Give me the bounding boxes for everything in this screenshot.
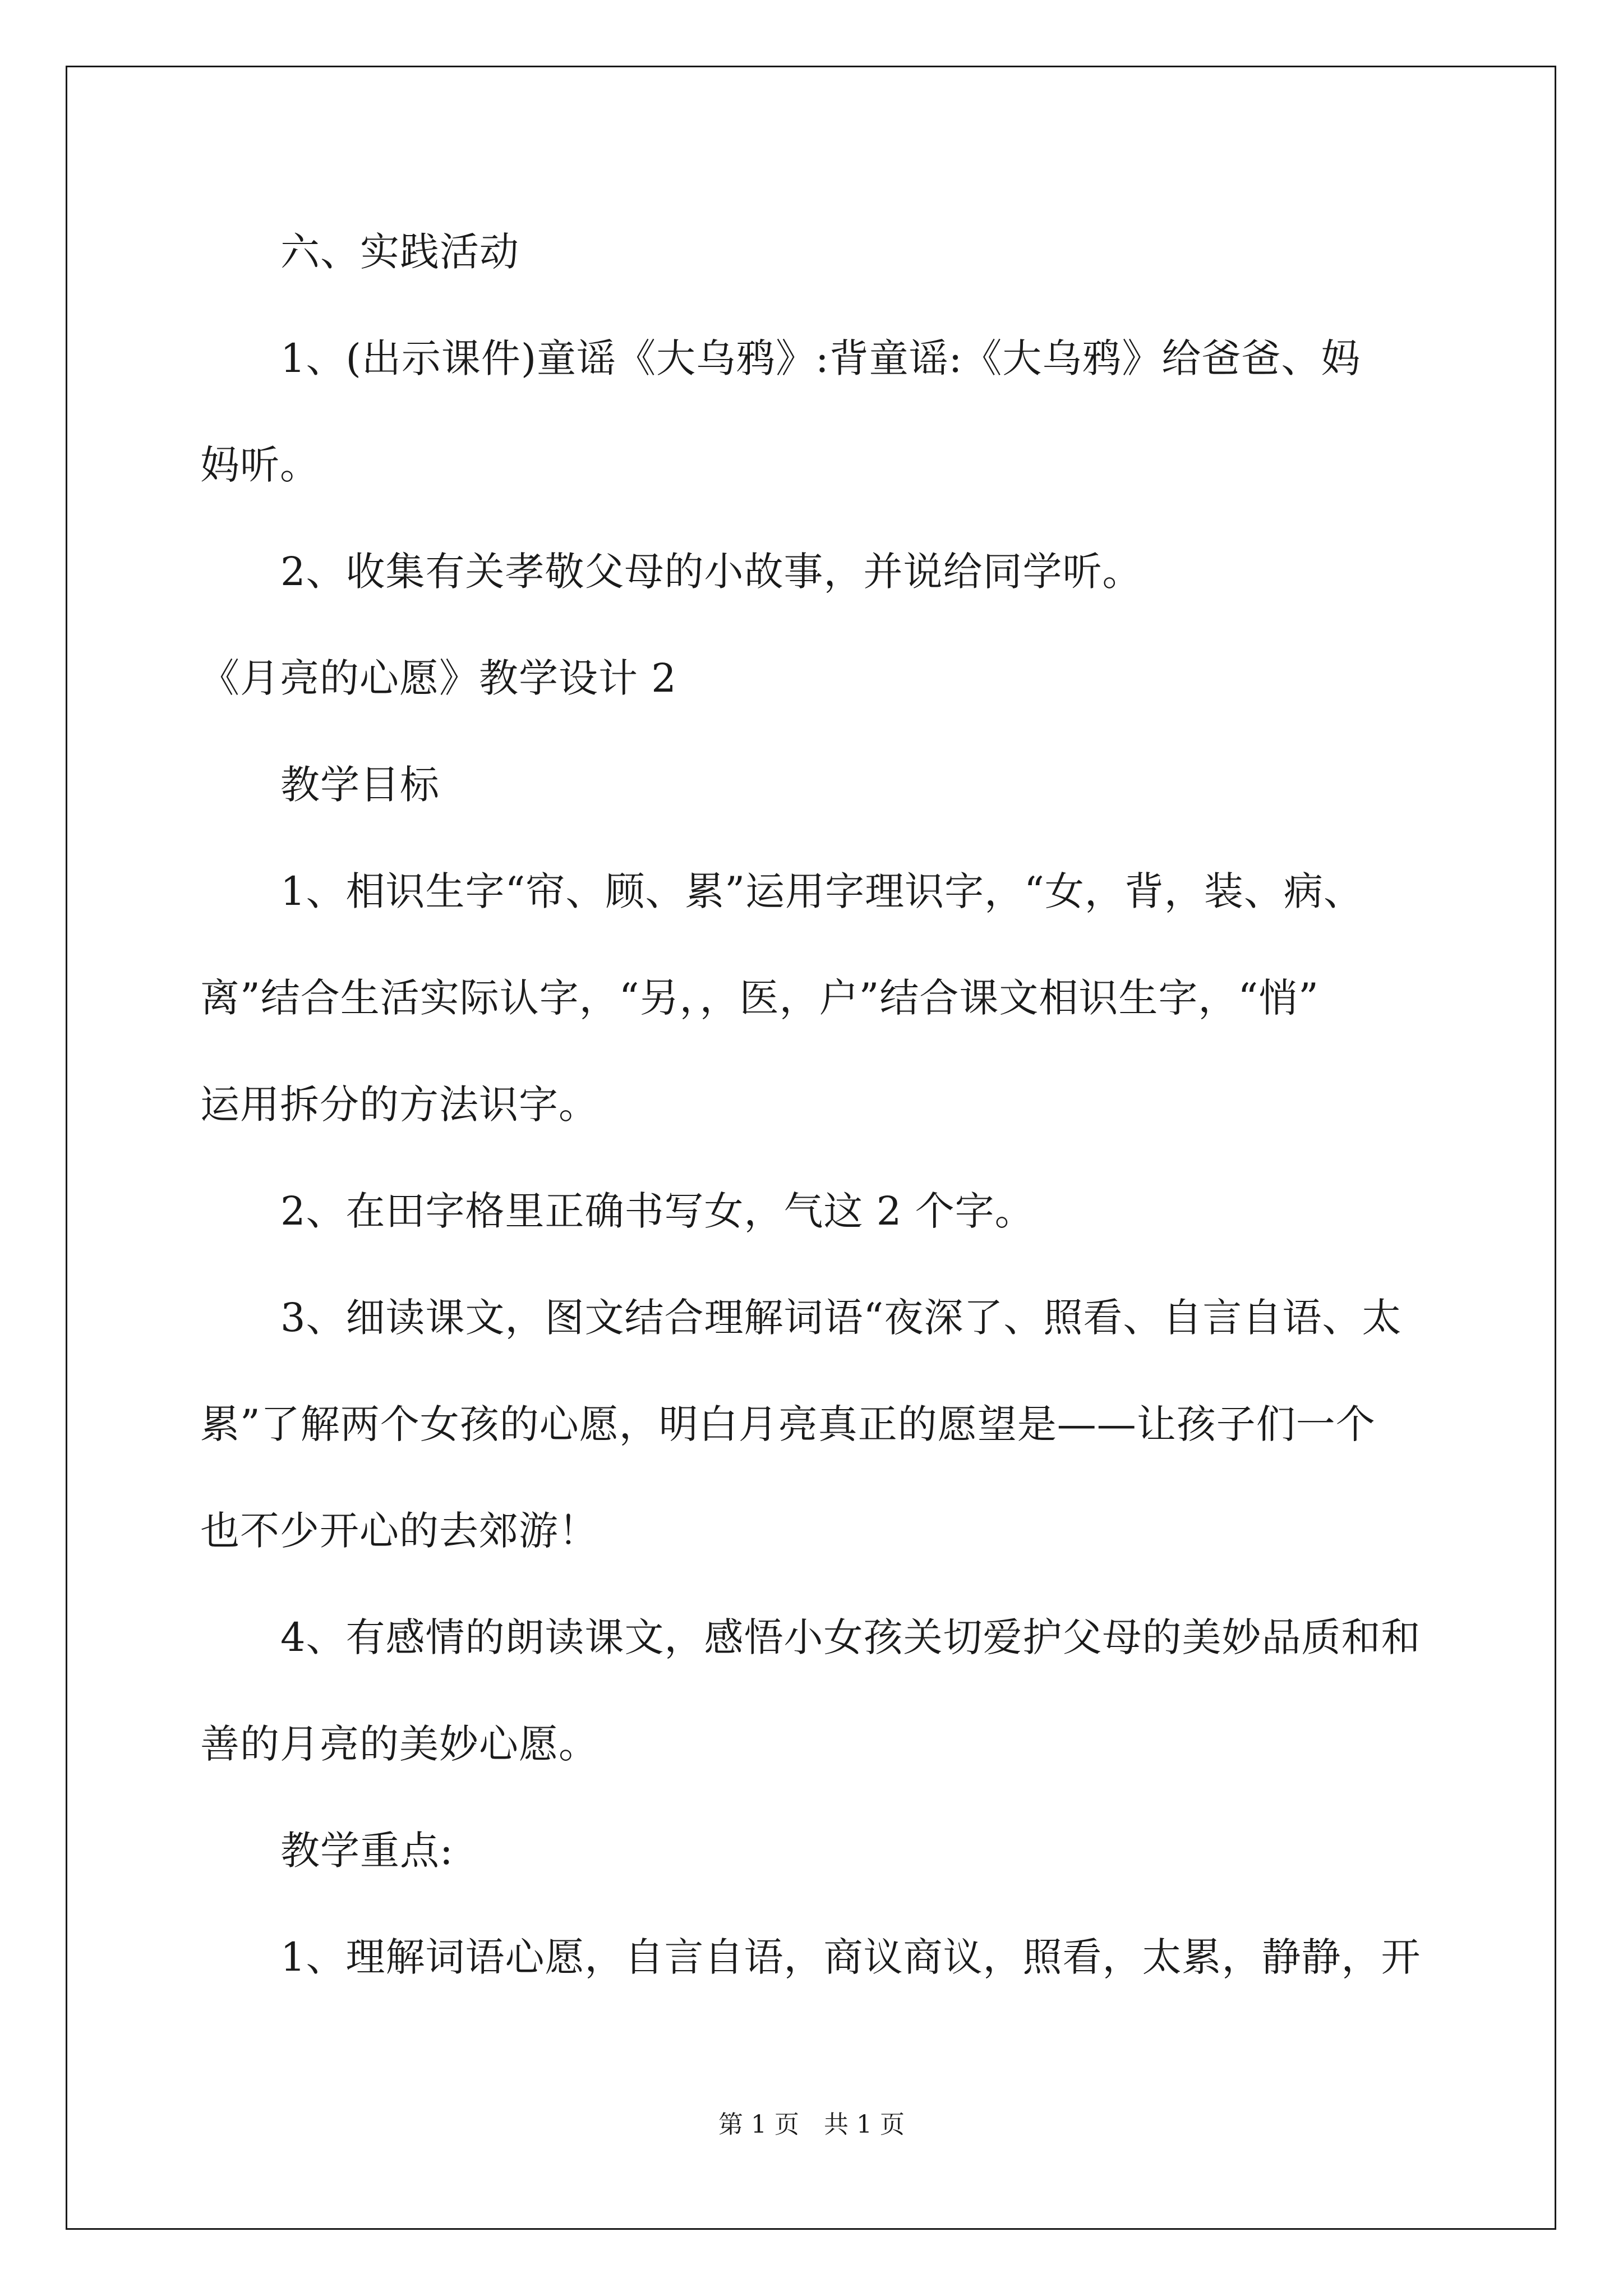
paragraph-line: 1、理解词语心愿，自言自语，商议商议，照看，太累，静静，开: [280, 1934, 1421, 1980]
paragraph-line: 1、(出示课件)童谣《大乌鸦》:背童谣:《大乌鸦》给爸爸、妈: [280, 335, 1361, 381]
paragraph-line: 累”了解两个女孩的心愿，明白月亮真正的愿望是——让孩子们一个: [200, 1401, 1376, 1447]
paragraph-line: 也不少开心的去郊游！: [200, 1508, 598, 1554]
page-number-footer: 第 1 页 共 1 页: [718, 2110, 905, 2139]
document-title: 《月亮的心愿》教学设计 2: [200, 655, 677, 701]
page-border: [66, 66, 1556, 2230]
paragraph-line: 4、有感情的朗读课文，感悟小女孩关切爱护父母的美妙品质和和: [280, 1614, 1421, 1660]
paragraph-line: 2、收集有关孝敬父母的小故事，并说给同学听。: [280, 549, 1142, 595]
paragraph-line: 善的月亮的美妙心愿。: [200, 1721, 598, 1767]
paragraph-line: 运用拆分的方法识字。: [200, 1082, 598, 1128]
paragraph-line: 妈听。: [200, 442, 320, 488]
paragraph-line: 3、细读课文，图文结合理解词语“夜深了、照看、自言自语、太: [280, 1295, 1402, 1341]
section-heading: 六、实践活动: [280, 229, 519, 275]
paragraph-line: 离”结合生活实际认字，“另，，医，户”结合课文相识生字，“悄”: [200, 975, 1319, 1021]
paragraph-line: 2、在田字格里正确书写女，气这 2 个字。: [280, 1188, 1035, 1234]
section-heading: 教学重点:: [280, 1828, 454, 1874]
section-heading: 教学目标: [280, 762, 440, 808]
paragraph-line: 1、相识生字“帘、顾、累”运用字理识字，“女，背，装、病、: [280, 868, 1363, 914]
